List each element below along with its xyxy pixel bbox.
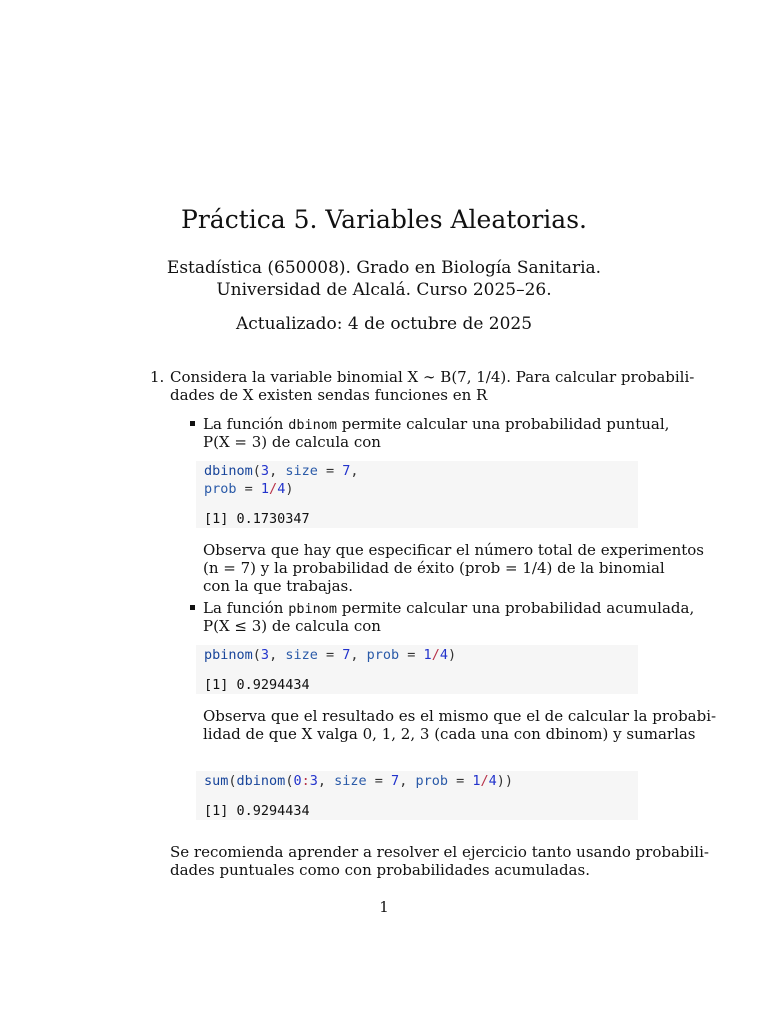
bullet2-line2: P(X ≤ 3) de calcula con [203, 617, 381, 635]
bullet1-line1: La función dbinom permite calcular una probabilidad puntual, [203, 415, 670, 433]
closing-line1: Se recomienda aprender a resolver el ejercicio tanto usando probabili- [170, 843, 709, 861]
bullet2-note-line1: Observa que el resultado es el mismo que el de calcular la probabi- [203, 707, 717, 725]
document-title: Práctica 5. Variables Aleatorias. [181, 205, 587, 234]
bullet2-note-line2: lidad de que X valga 0, 1, 2, 3 (cada una con dbinom) y sumarlas [203, 725, 696, 743]
bullet-marker [190, 421, 195, 426]
code-line: dbinom(3, size = 7, [204, 463, 359, 479]
item-number: 1. [150, 368, 165, 386]
item-intro-line2: dades de X existen sendas funciones en R [170, 386, 488, 404]
bullet1-note-line3: con la que trabajas. [203, 577, 354, 595]
code-output: [1] 0.1730347 [204, 511, 310, 527]
bullet-marker [190, 605, 195, 610]
code-output: [1] 0.9294434 [204, 803, 310, 819]
item-intro-line1: Considera la variable binomial X ∼ B(7, 1/4). Para calcular probabili- [170, 368, 695, 386]
university-line: Universidad de Alcalá. Curso 2025–26. [216, 280, 552, 300]
code-output: [1] 0.9294434 [204, 677, 310, 693]
bullet2-line1: La función pbinom permite calcular una probabilidad acumulada, [203, 599, 695, 617]
page-number: 1 [379, 898, 389, 916]
code-block-dbinom [196, 461, 638, 528]
updated-date: Actualizado: 4 de octubre de 2025 [235, 314, 533, 334]
code-line: prob = 1/4) [204, 481, 294, 497]
closing-line2: dades puntuales como con probabilidades acumuladas. [170, 861, 590, 879]
bullet1-line2: P(X = 3) de calcula con [203, 433, 381, 451]
code-block-sum [196, 771, 638, 820]
bullet1-note-line2: (n = 7) y la probabilidad de éxito (prob = 1/4) de la binomial [203, 559, 665, 577]
code-line: sum(dbinom(0:3, size = 7, prob = 1/4)) [204, 773, 514, 789]
course-line: Estadística (650008). Grado en Biología Sanitaria. [166, 258, 602, 278]
code-block-pbinom [196, 645, 638, 694]
code-line: pbinom(3, size = 7, prob = 1/4) [204, 647, 457, 663]
bullet1-note-line1: Observa que hay que especificar el número total de experimentos [203, 541, 705, 559]
